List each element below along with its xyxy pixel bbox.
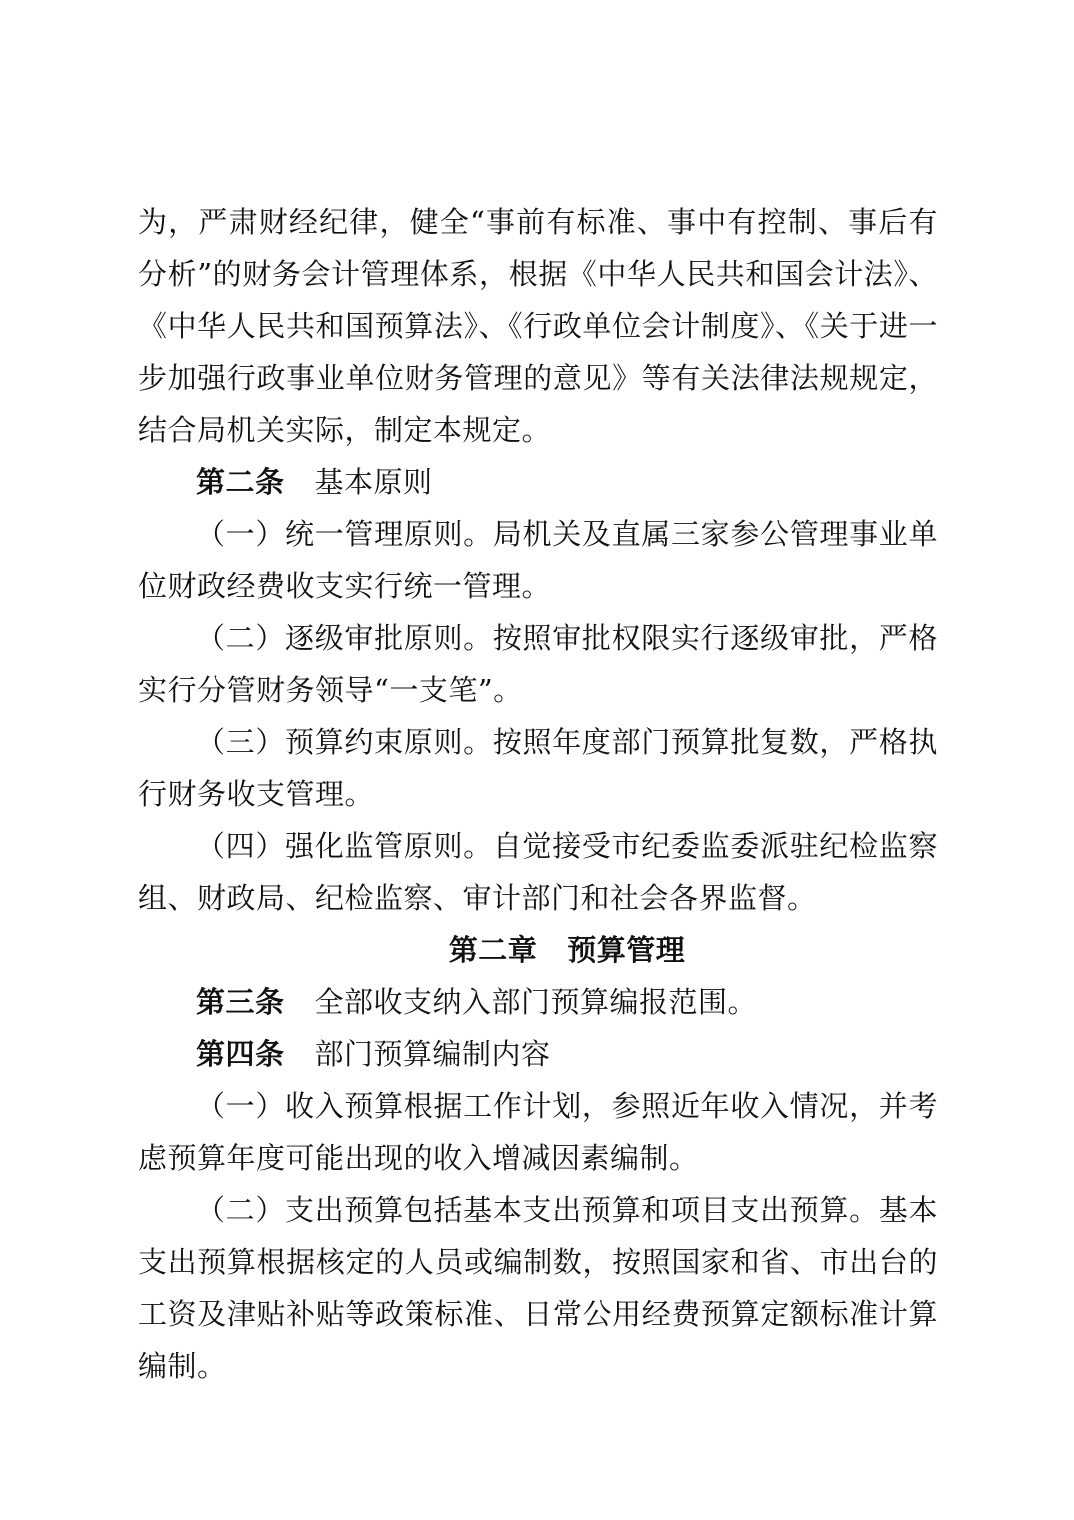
- article-3: [138, 976, 938, 1028]
- principle-4: （四）强化监管原则。自觉接受市纪委监委派驻纪检监察组、财政局、纪检监察、审计部门和社会各界监督。: [138, 829, 938, 915]
- article-2-heading: [138, 456, 938, 508]
- principle-3: （三）预算约束原则。按照年度部门预算批复数，严格执行财务收支管理。: [138, 725, 938, 811]
- chapter-2-heading: [138, 924, 938, 976]
- budget-item-2: （二）支出预算包括基本支出预算和项目支出预算。基本支出预算根据核定的人员或编制数，按照国家和省、市出台的工资及津贴补贴等政策标准、日常公用经费预算定额标准计算编制。: [138, 1193, 938, 1383]
- article-3-text: 全部收支纳入部门预算编报范围。: [314, 985, 758, 1019]
- budget-item-1: （一）收入预算根据工作计划，参照近年收入情况，并考虑预算年度可能出现的收入增减因素编制。: [138, 1089, 938, 1175]
- article-2-text: 基本原则: [314, 465, 433, 499]
- document-page: [138, 196, 938, 1392]
- article-2-label: 第二条: [196, 465, 285, 499]
- chapter-2-title: 预算管理: [567, 933, 686, 967]
- principle-2: （二）逐级审批原则。按照审批权限实行逐级审批，严格实行分管财务领导“一支笔”。: [138, 621, 938, 707]
- intro-paragraph: 为，严肃财经纪律，健全“事前有标准、事中有控制、事后有分析”的财务会计管理体系，根据《中华人民共和国会计法》、《中华人民共和国预算法》、《行政单位会计制度》、《关于进一步加强行政事业单位财务管理的意见》等有关法律法规规定，结合局机关实际，制定本规定。: [138, 205, 938, 447]
- article-3-label: 第三条: [196, 985, 285, 1019]
- article-4-label: 第四条: [196, 1037, 285, 1071]
- chapter-2-label: 第二章: [448, 933, 538, 967]
- article-4-text: 部门预算编制内容: [314, 1037, 551, 1071]
- principle-1: （一）统一管理原则。局机关及直属三家参公管理事业单位财政经费收支实行统一管理。: [138, 517, 938, 603]
- article-4-heading: [138, 1028, 938, 1080]
